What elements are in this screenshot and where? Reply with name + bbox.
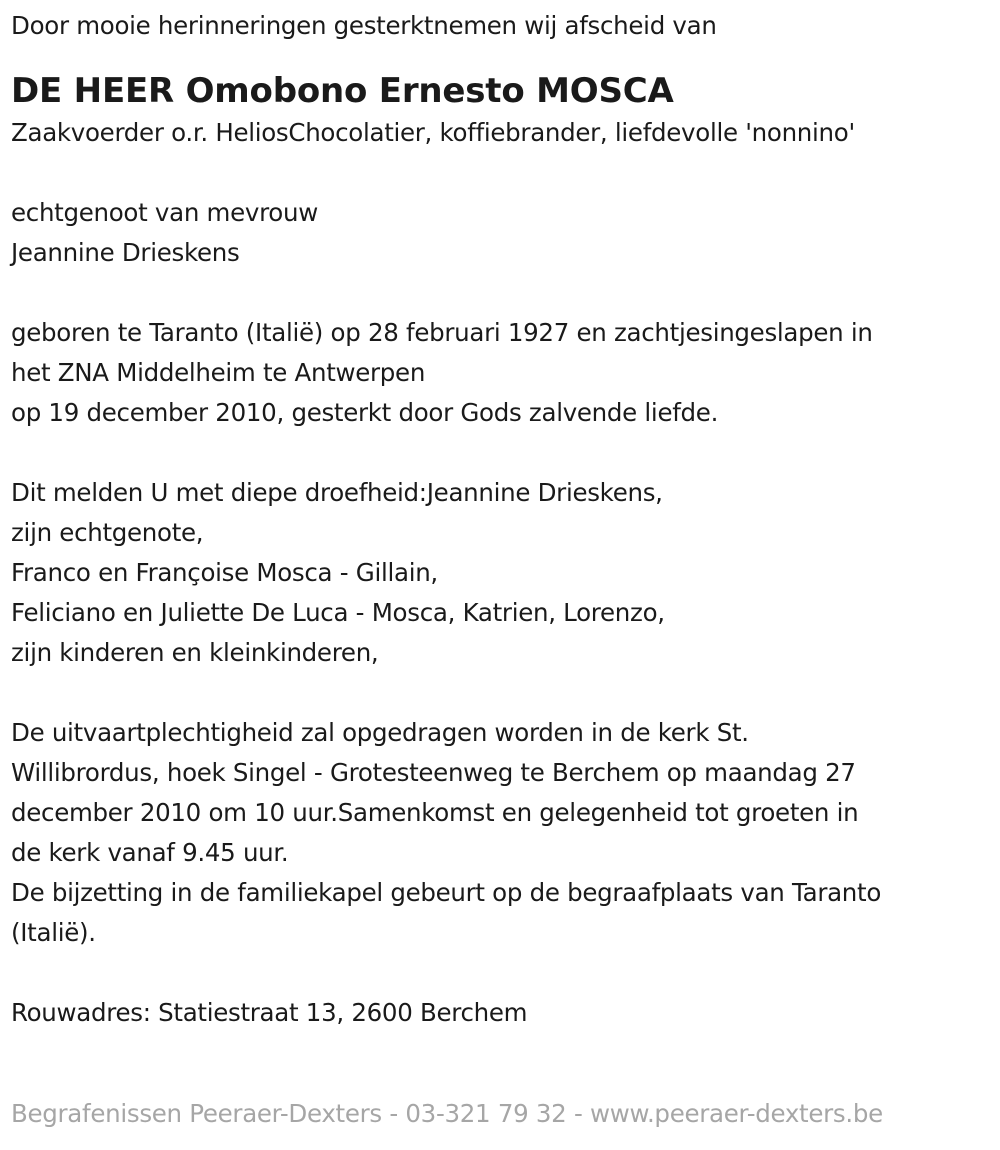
deceased-occupation: Zaakvoerder o.r. HeliosChocolatier, koffiebrander, liefdevolle 'nonnino' (11, 118, 855, 147)
intro-text: Door mooie herinneringen gesterktnemen wij afscheid van (11, 11, 717, 40)
paragraph-line: Willibrordus, hoek Singel - Grotesteenweg te Berchem op maandag 27 (11, 758, 856, 787)
paragraph-line: december 2010 om 10 uur.Samenkomst en gelegenheid tot groeten in (11, 798, 859, 827)
deceased-name: DE HEER Omobono Ernesto MOSCA (11, 71, 674, 111)
mourning-address: Rouwadres: Statiestraat 13, 2600 Berchem (11, 998, 528, 1027)
paragraph-line: Dit melden U met diepe droefheid:Jeannine Drieskens, (11, 478, 663, 507)
paragraph-line: De bijzetting in de familiekapel gebeurt op de begraafplaats van Taranto (11, 878, 882, 907)
paragraph-line: zijn kinderen en kleinkinderen, (11, 638, 379, 667)
funeral-home-footer: Begrafenissen Peeraer-Dexters - 03-321 79 32 - www.peeraer-dexters.be (11, 1099, 883, 1128)
spouse-name: Jeannine Drieskens (11, 238, 240, 267)
paragraph-line: de kerk vanaf 9.45 uur. (11, 838, 289, 867)
birth-death-paragraph (11, 313, 996, 433)
family-paragraph (11, 473, 996, 673)
paragraph-line: het ZNA Middelheim te Antwerpen (11, 358, 426, 387)
obituary-notice (11, 6, 996, 1033)
paragraph-line: zijn echtgenote, (11, 518, 204, 547)
funeral-paragraph (11, 713, 996, 953)
paragraph-line: op 19 december 2010, gesterkt door Gods zalvende liefde. (11, 398, 719, 427)
paragraph-line: Franco en Françoise Mosca - Gillain, (11, 558, 438, 587)
paragraph-line: (Italië). (11, 918, 96, 947)
paragraph-line: Feliciano en Juliette De Luca - Mosca, Katrien, Lorenzo, (11, 598, 665, 627)
spouse-relation: echtgenoot van mevrouw (11, 198, 318, 227)
paragraph-line: De uitvaartplechtigheid zal opgedragen worden in de kerk St. (11, 718, 749, 747)
paragraph-line: geboren te Taranto (Italië) op 28 februari 1927 en zachtjesingeslapen in (11, 318, 873, 347)
